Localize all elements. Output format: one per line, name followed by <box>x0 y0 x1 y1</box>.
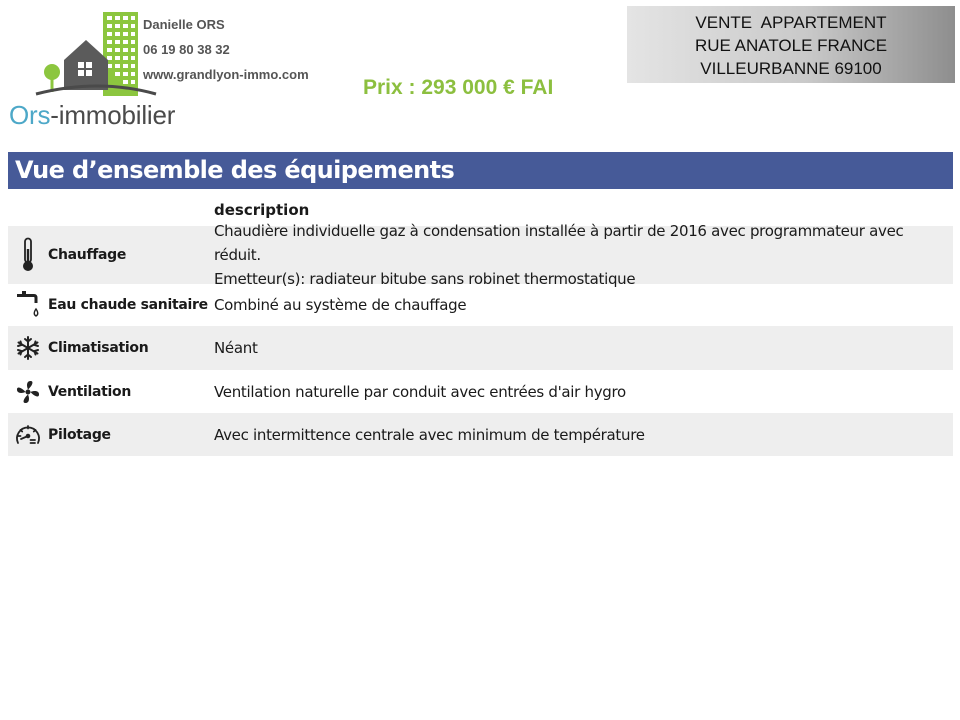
row-description-line-1: Chaudière individuelle gaz à condensation installée à partir de 2016 avec programmateur avec réduit. <box>214 222 904 264</box>
row-description-line-2: Emetteur(s): radiateur bitube sans robinet thermostatique <box>214 270 636 288</box>
table-row <box>8 222 953 288</box>
price-label: Prix : 293 000 € FAI <box>363 76 554 99</box>
table-row <box>8 413 953 456</box>
row-label: Chauffage <box>48 247 127 263</box>
row-description: Combiné au système de chauffage <box>214 296 467 314</box>
banner-line-3: VILLEURBANNE 69100 <box>700 59 882 78</box>
banner-line-1: VENTE APPARTEMENT <box>695 13 887 32</box>
equipment-table <box>8 195 953 456</box>
contact-block <box>143 16 309 91</box>
brand-suffix: -immobilier <box>50 100 176 130</box>
column-header-description: description <box>214 201 310 219</box>
contact-phone: 06 19 80 38 32 <box>143 42 230 57</box>
contact-name: Danielle ORS <box>143 17 225 32</box>
thermometer-icon <box>8 237 48 273</box>
banner-line-2: RUE ANATOLE FRANCE <box>694 36 888 55</box>
row-description: Ventilation naturelle par conduit avec entrées d'air hygro <box>214 382 626 401</box>
row-label: Pilotage <box>48 426 111 443</box>
table-row <box>8 326 953 370</box>
row-label: Ventilation <box>48 383 132 400</box>
fan-icon <box>8 379 48 405</box>
row-description: Avec intermittence centrale avec minimum de température <box>214 425 645 444</box>
row-label: Climatisation <box>48 340 149 356</box>
section-title: Vue d’ensemble des équipements <box>8 152 953 189</box>
table-row <box>8 284 953 326</box>
row-description <box>214 219 953 291</box>
faucet-icon <box>8 290 48 320</box>
table-row <box>8 370 953 413</box>
row-label: Eau chaude sanitaire <box>48 297 208 313</box>
row-description: Néant <box>214 339 258 357</box>
brand-name <box>9 100 175 131</box>
brand-prefix: Ors <box>9 100 51 130</box>
snowflake-icon <box>8 335 48 361</box>
contact-website: www.grandlyon-immo.com <box>143 67 309 82</box>
listing-banner <box>627 6 955 83</box>
gauge-icon <box>8 421 48 449</box>
